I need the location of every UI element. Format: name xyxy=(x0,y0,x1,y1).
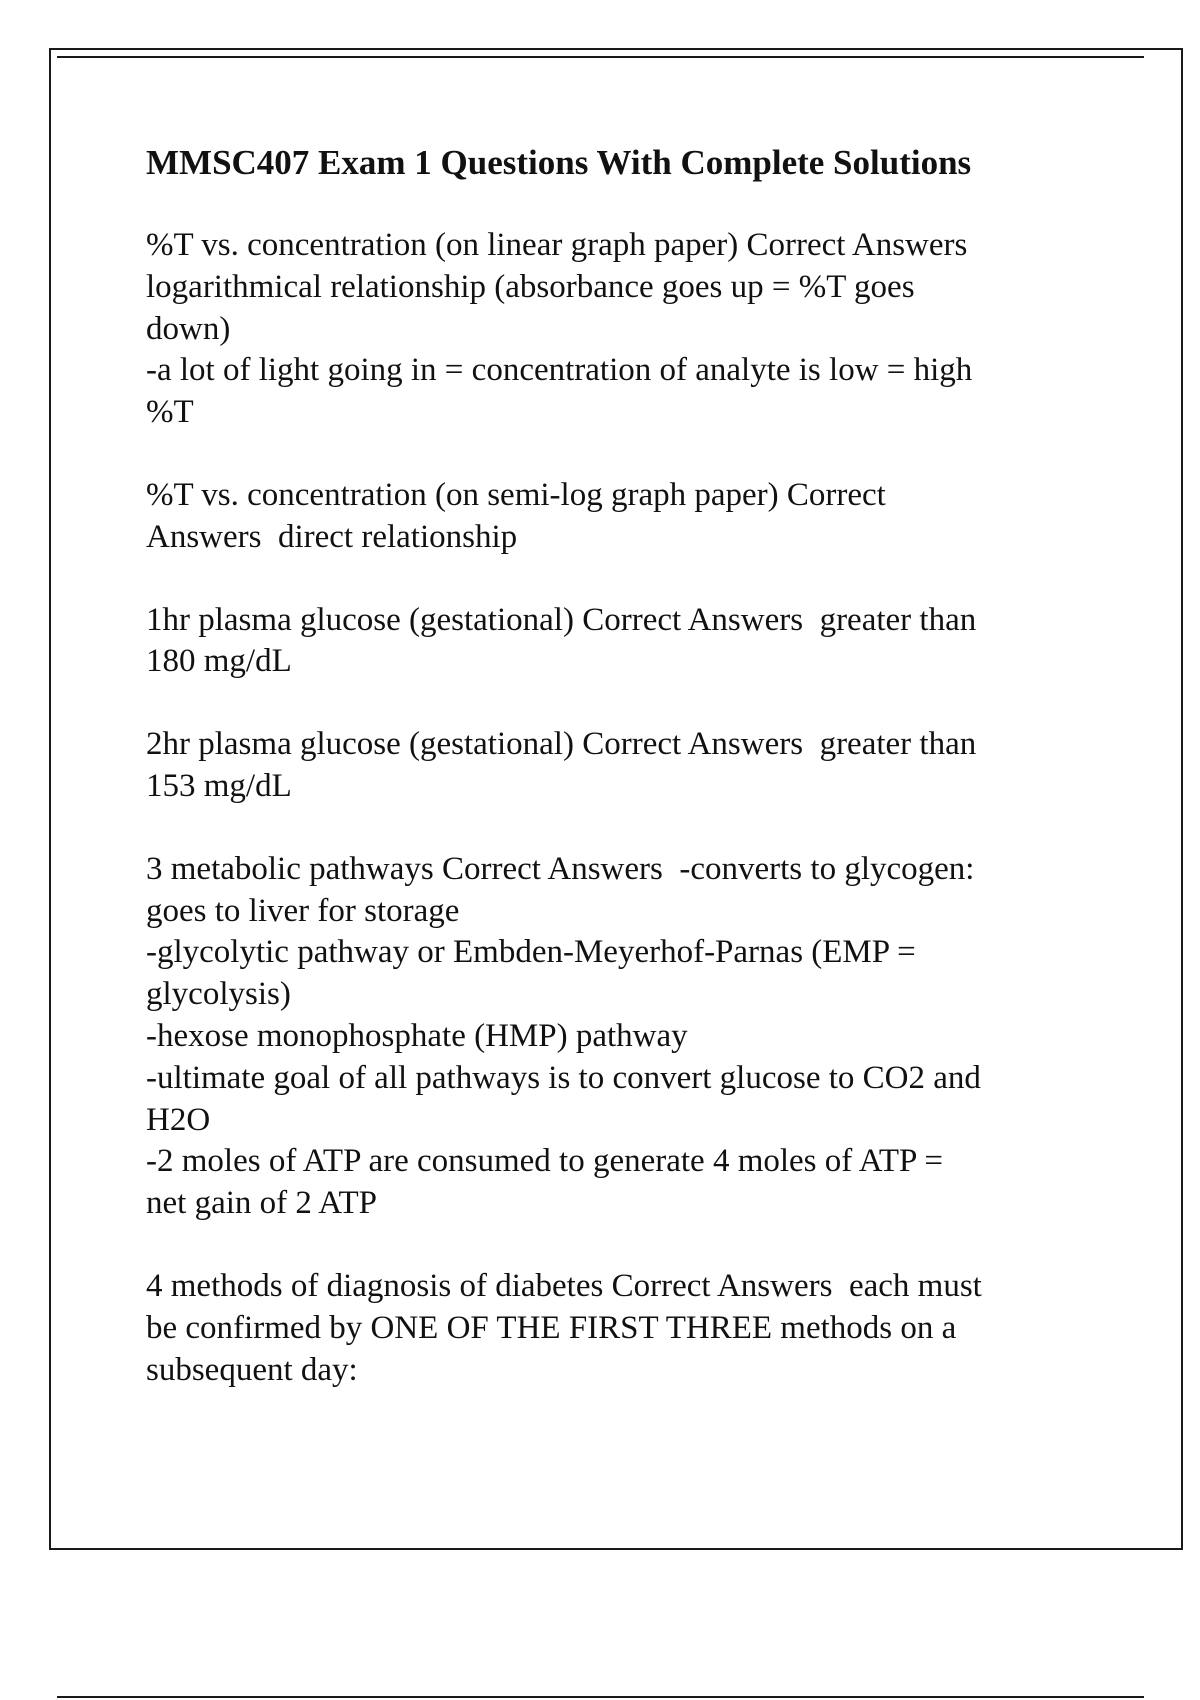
entry-line: 153 mg/dL xyxy=(146,767,292,804)
qa-entry xyxy=(146,475,1076,559)
entry-line: subsequent day: xyxy=(146,1351,358,1388)
entry-line: net gain of 2 ATP xyxy=(146,1185,377,1222)
entry-line: -2 moles of ATP are consumed to generate 4 moles of ATP = xyxy=(146,1143,944,1180)
entry-line: %T xyxy=(146,394,194,431)
entry-line: %T vs. concentration (on linear graph paper) Correct Answers xyxy=(146,227,968,263)
entry-line: glycolysis) xyxy=(146,976,291,1013)
qa-entry xyxy=(146,600,1076,684)
entry-line: goes to liver for storage xyxy=(146,892,460,929)
qa-entry xyxy=(146,1266,1076,1391)
entry-line: Answers direct relationship xyxy=(146,518,518,555)
entry-line: %T vs. concentration (on semi-log graph paper) Correct xyxy=(146,476,886,513)
document-title: MMSC407 Exam 1 Questions With Complete Solutions xyxy=(146,143,972,182)
entry-line: 2hr plasma glucose (gestational) Correct Answers greater than xyxy=(146,726,977,763)
qa-entry xyxy=(146,849,1076,1225)
entry-line: -ultimate goal of all pathways is to convert glucose to CO2 and xyxy=(146,1059,981,1096)
entry-line: 3 metabolic pathways Correct Answers -converts to glycogen: xyxy=(146,850,975,887)
bottom-rule xyxy=(57,1696,1144,1698)
entry-line: logarithmical relationship (absorbance goes up = %T goes xyxy=(146,268,915,305)
document-body xyxy=(146,142,1076,1432)
entry-line: 1hr plasma glucose (gestational) Correct Answers greater than xyxy=(146,601,977,638)
entry-line: -a lot of light going in = concentration of analyte is low = high xyxy=(146,352,973,389)
qa-entry xyxy=(146,225,1076,434)
qa-entry xyxy=(146,724,1076,808)
entry-line: 4 methods of diagnosis of diabetes Correct Answers each must xyxy=(146,1267,982,1304)
entry-line: H2O xyxy=(146,1101,211,1138)
top-rule xyxy=(57,56,1144,58)
entry-line: -hexose monophosphate (HMP) pathway xyxy=(146,1017,688,1054)
entry-line: be confirmed by ONE OF THE FIRST THREE methods on a xyxy=(146,1309,957,1346)
entry-line: 180 mg/dL xyxy=(146,643,292,680)
entry-line: down) xyxy=(146,310,231,347)
entry-line: -glycolytic pathway or Embden-Meyerhof-Parnas (EMP = xyxy=(146,934,916,971)
